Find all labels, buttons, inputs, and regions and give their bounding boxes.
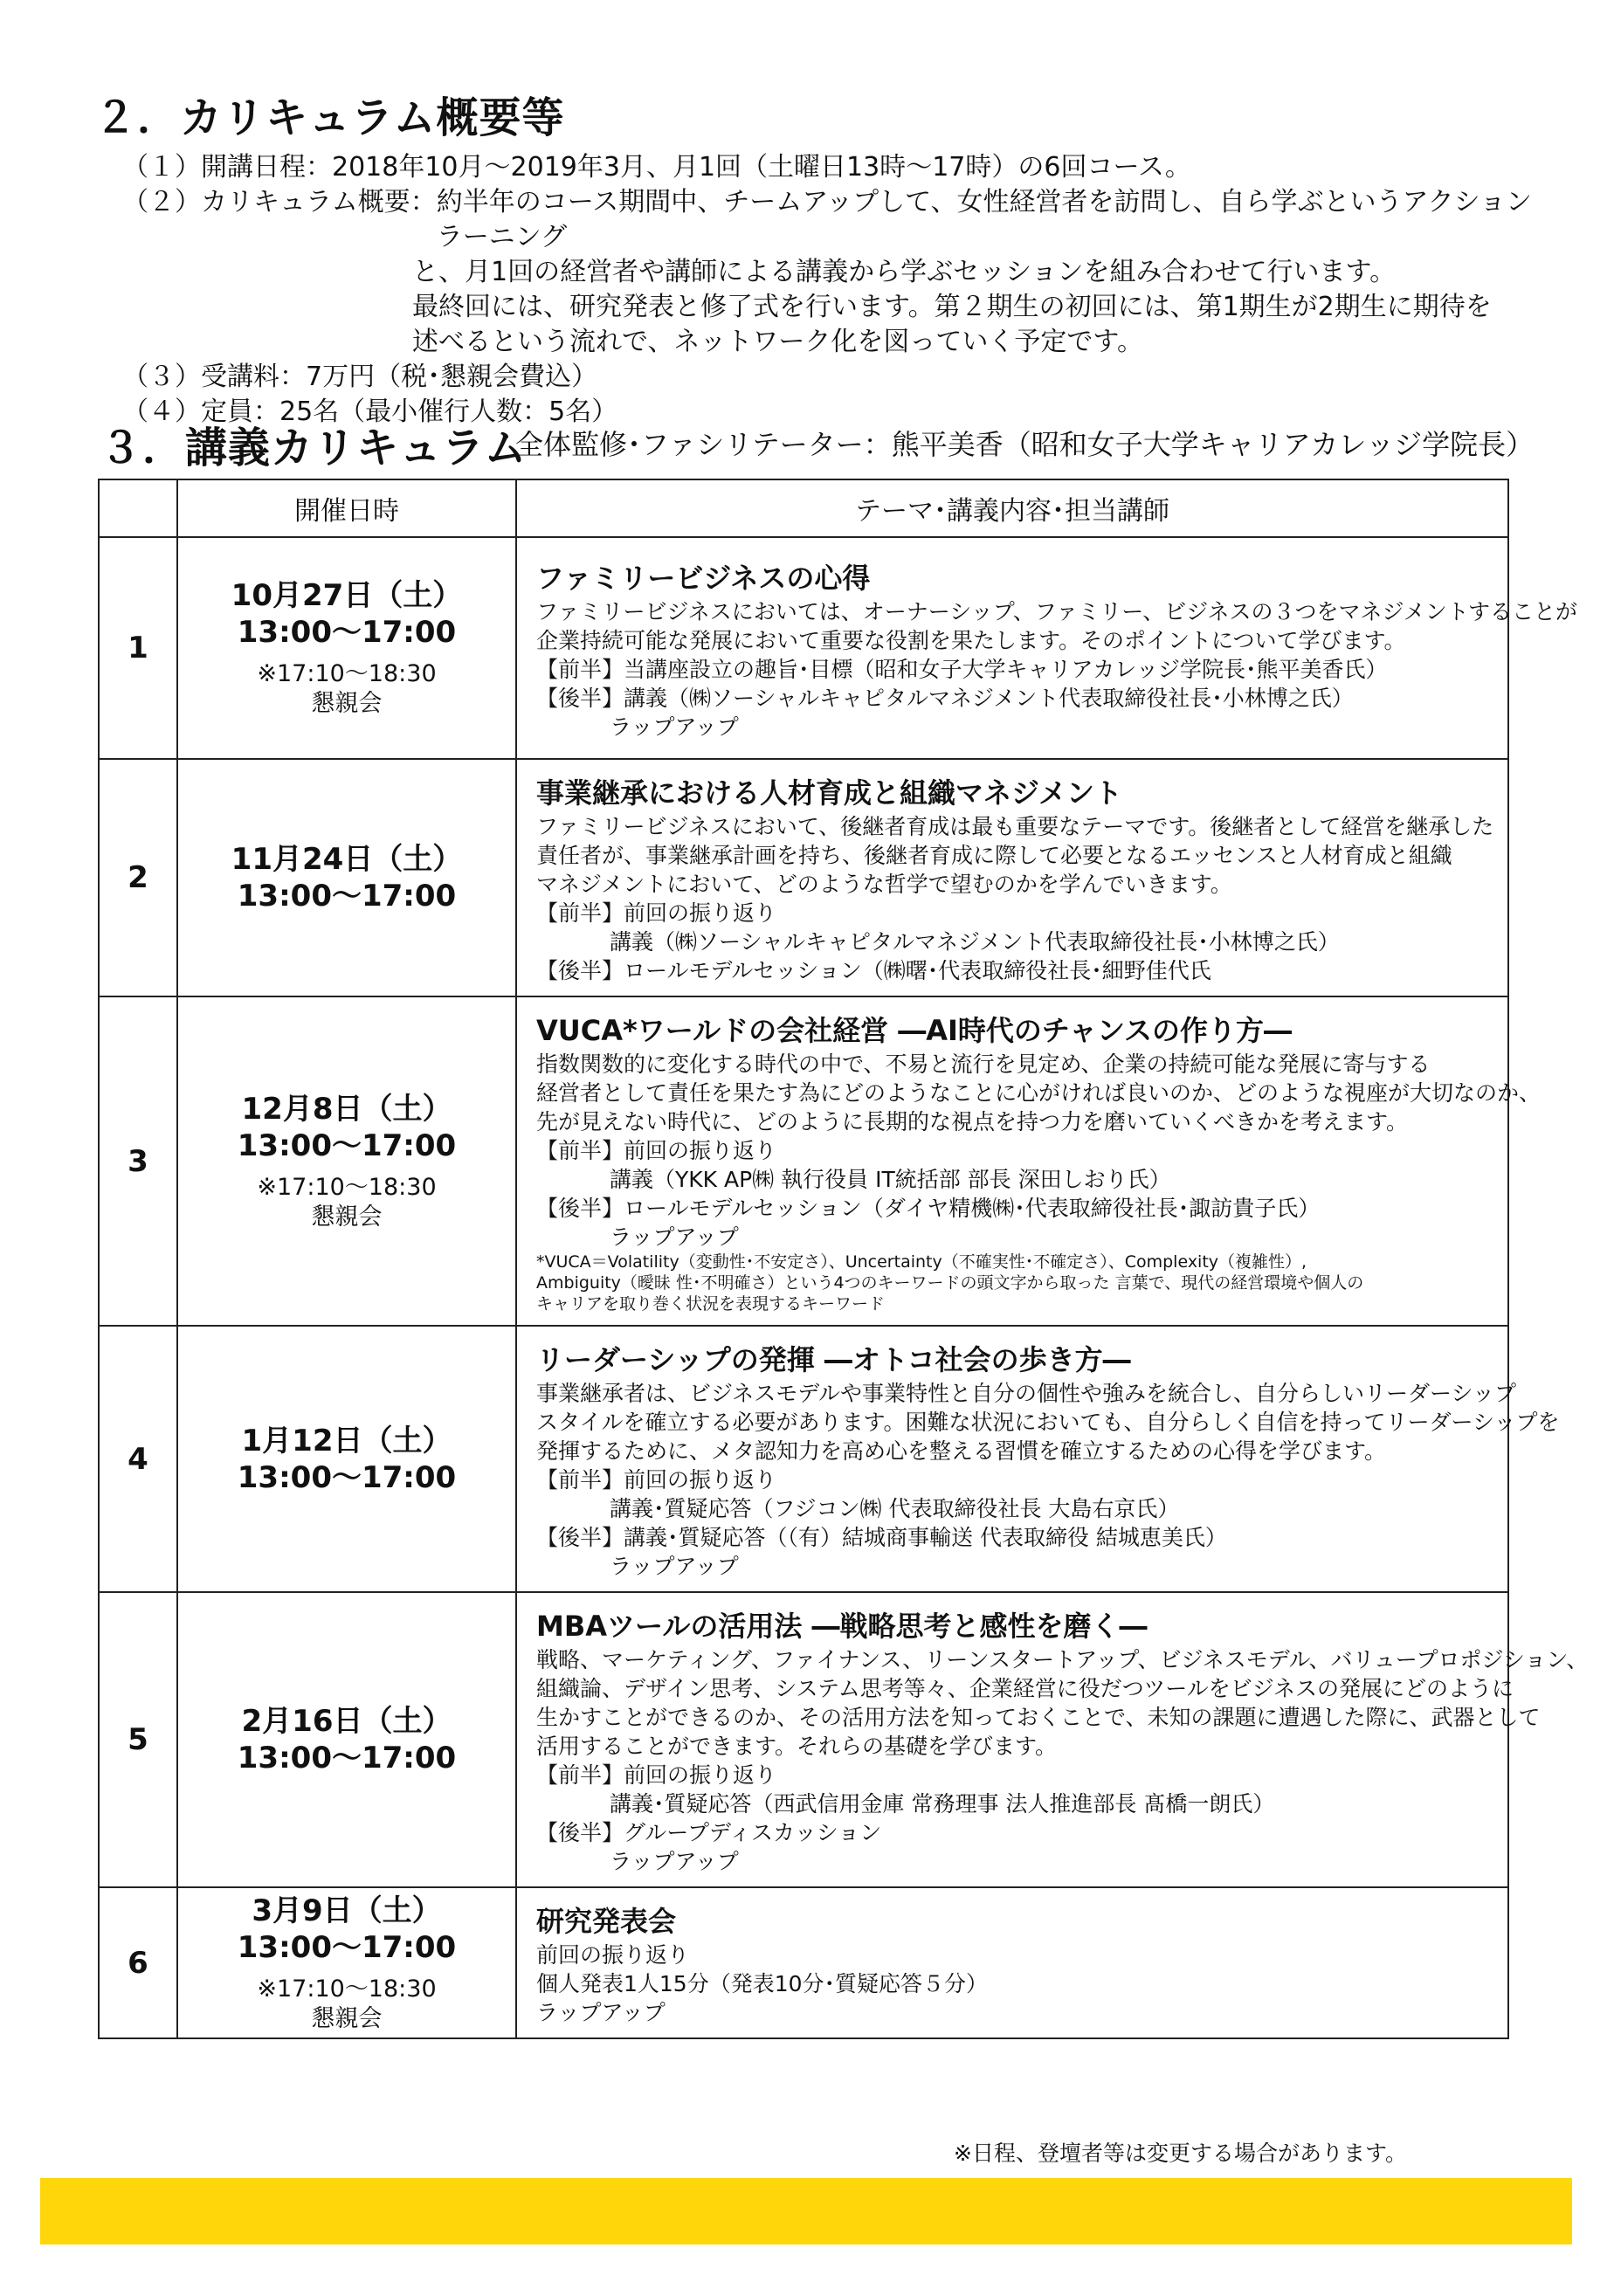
session-detail-line: ラップアップ xyxy=(610,714,739,740)
session-number: 4 xyxy=(99,1326,177,1592)
reception-time: ※17:10～18:30 xyxy=(257,1173,437,1201)
section-3-heading: ３．講義カリキュラム xyxy=(100,424,528,472)
outline-item xyxy=(122,360,1537,395)
outline-text: 2018年10月～2019年3月、月1回（土曜日13時～17時）の6回コース。 xyxy=(332,152,1191,183)
outline-text: 約半年のコース期間中、チームアップして、女性経営者を訪問し、自ら学ぶというアクションラーニング xyxy=(436,187,1533,252)
session-detail-line: 個人発表1人15分（発表10分･質疑応答５分） xyxy=(536,1971,989,1996)
session-content-cell xyxy=(516,996,1542,1326)
session-date-cell xyxy=(177,537,516,759)
session-detail-line: 活用することができます。それらの基礎を学びます。 xyxy=(536,1734,1058,1759)
session-title: リーダーシップの発揮 ―オトコ社会の歩き方― xyxy=(536,1343,1131,1376)
session-detail-line: 先が見えない時代に、どのように長期的な視点を持つ力を磨いていくべきかを考えます。 xyxy=(536,1109,1409,1134)
reception-info xyxy=(179,1173,514,1232)
session-detail-line: 講義（YKK AP㈱ 執行役員 IT統括部 部長 深田しおり氏） xyxy=(610,1167,1171,1192)
session-date: 10月27日（土） xyxy=(231,578,463,613)
outline-text: 25名（最小催行人数：5名） xyxy=(279,396,618,427)
reception-time: ※17:10～18:30 xyxy=(257,660,437,687)
session-detail-line: 【前半】前回の振り返り xyxy=(536,1762,777,1788)
session-row xyxy=(99,537,1508,759)
outline-item xyxy=(122,150,1537,185)
session-detail-line: 経営者として責任を果たす為にどのようなことに心がければ良いのか、どのような視座が大切なのか、 xyxy=(536,1080,1542,1106)
session-content-cell xyxy=(516,1887,1508,2038)
session-detail-line: ラップアップ xyxy=(610,1554,739,1579)
session-date: 11月24日（土） xyxy=(231,842,463,877)
table-header-row xyxy=(99,479,1508,537)
session-date-cell xyxy=(177,1326,516,1592)
session-detail-line: 【後半】ロールモデルセッション（ダイヤ精機㈱･代表取締役社長･諏訪貴子氏） xyxy=(536,1196,1321,1221)
outline-label: （１）開講日程： xyxy=(122,152,332,183)
session-detail-line: 【前半】前回の振り返り xyxy=(536,1467,777,1493)
outline-continuation: と、月1回の経営者や講師による講義から学ぶセッションを組み合わせて行います。 xyxy=(412,257,1397,287)
reception-info xyxy=(179,659,514,719)
session-title: ファミリービジネスの心得 xyxy=(536,561,871,595)
session-number: 5 xyxy=(99,1592,177,1887)
session-detail-line: 【後半】ロールモデルセッション（㈱曙･代表取締役社長･細野佳代氏 xyxy=(536,958,1211,983)
session-number: 1 xyxy=(99,537,177,759)
session-content-cell xyxy=(516,759,1508,996)
session-detail-line: 生かすことができるのか、その活用方法を知っておくことで、未知の課題に遭遇した際に、武器として xyxy=(536,1705,1541,1730)
session-row xyxy=(99,1326,1508,1592)
outline-item xyxy=(122,185,1537,255)
header-date: 開催日時 xyxy=(177,479,516,537)
header-no xyxy=(99,479,177,537)
curriculum-table xyxy=(98,479,1589,2039)
session-date: 3月9日（土） xyxy=(252,1893,442,1928)
session-detail-line: 【後半】講義（㈱ソーシャルキャピタルマネジメント代表取締役社長･小林博之氏） xyxy=(536,685,1354,711)
session-time: 13:00～17:00 xyxy=(237,1459,457,1495)
session-detail-line: 【前半】当講座設立の趣旨･目標（昭和女子大学キャリアカレッジ学院長･熊平美香氏） xyxy=(536,656,1388,682)
session-detail-line: 講義･質疑応答（フジコン㈱ 代表取締役社長 大島右京氏） xyxy=(610,1496,1180,1521)
reception-info xyxy=(179,1975,514,2034)
session-date: 12月8日（土） xyxy=(241,1091,452,1127)
session-date-cell xyxy=(177,996,516,1326)
session-date-cell xyxy=(177,1592,516,1887)
session-number: 6 xyxy=(99,1887,177,2038)
session-detail-line: スタイルを確立する必要があります。困難な状況においても、自分らしく自信を持ってリーダーシップを xyxy=(536,1410,1560,1435)
outline-label: （４）定員： xyxy=(122,396,279,427)
session-time: 13:00～17:00 xyxy=(237,615,457,650)
session-title: 事業継承における人材育成と組織マネジメント xyxy=(536,776,1123,810)
session-time: 13:00～17:00 xyxy=(237,1741,457,1775)
outline-continuation: 最終回には、研究発表と修了式を行います。第２期生の初回には、第1期生が2期生に期待を xyxy=(412,292,1492,322)
session-detail-line: 指数関数的に変化する時代の中で、不易と流行を見定め、企業の持続可能な発展に寄与する xyxy=(536,1051,1431,1077)
session-detail-line: 事業継承者は、ビジネスモデルや事業特性と自分の個性や強みを統合し、自分らしいリーダーシップ xyxy=(536,1381,1517,1406)
session-date-cell xyxy=(177,759,516,996)
session-detail-line: 発揮するために、メタ認知力を高め心を整える習慣を確立するための心得を学びます。 xyxy=(536,1438,1387,1464)
vuca-footnote-line: *VUCA＝Volatility（変動性･不安定さ）、Uncertainty（不確実性･不確定さ）、Complexity（複雑性）, xyxy=(536,1252,1307,1272)
session-detail-line: 【前半】前回の振り返り xyxy=(536,1138,777,1163)
session-detail-line: ラップアップ xyxy=(610,1224,739,1250)
vuca-footnote-line: キャリアを取り巻く状況を表現するキーワード xyxy=(536,1294,886,1313)
session-detail-line: 組織論、デザイン思考、システム思考等々、企業経営に役だつツールをビジネスの発展にどのように xyxy=(536,1676,1514,1701)
session-content-cell xyxy=(516,1326,1560,1592)
session-detail-line: 【後半】講義･質疑応答（（有）結城商事輸送 代表取締役 結城恵美氏） xyxy=(536,1525,1227,1550)
session-content-cell xyxy=(516,537,1578,759)
session-time: 13:00～17:00 xyxy=(237,1929,457,1965)
reception-label: 懇親会 xyxy=(311,2004,383,2032)
session-row xyxy=(99,759,1508,996)
session-date-cell xyxy=(177,1887,516,2038)
session-number: 2 xyxy=(99,759,177,996)
session-title: VUCA*ワールドの会社経営 ―AI時代のチャンスの作り方― xyxy=(536,1014,1292,1047)
section-2-heading: ２．カリキュラム概要等 xyxy=(94,93,565,142)
session-time: 13:00～17:00 xyxy=(237,879,457,914)
session-detail-line: 責任者が、事業継承計画を持ち、後継者育成に際して必要となるエッセンスと人材育成と組織 xyxy=(536,843,1452,868)
session-title: 研究発表会 xyxy=(536,1905,677,1938)
schedule-change-note: ※日程、登壇者等は変更する場合があります。 xyxy=(954,2141,1407,2166)
session-detail-line: 講義（㈱ソーシャルキャピタルマネジメント代表取締役社長･小林博之氏） xyxy=(610,929,1340,955)
outline-text: 7万円（税･懇親会費込） xyxy=(306,362,598,392)
session-detail-line: ラップアップ xyxy=(610,1849,739,1874)
header-theme: テーマ･講義内容･担当講師 xyxy=(516,479,1508,537)
reception-label: 懇親会 xyxy=(311,1203,383,1231)
outline-label: （２）カリキュラム概要： xyxy=(122,187,437,217)
session-detail-line: ラップアップ xyxy=(536,2000,666,2025)
session-title: MBAツールの活用法 ―戦略思考と感性を磨く― xyxy=(536,1610,1148,1643)
session-number: 3 xyxy=(99,996,177,1326)
footer-yellow-bar xyxy=(40,2178,1572,2244)
reception-time: ※17:10～18:30 xyxy=(257,1975,437,2003)
session-detail-line: ファミリービジネスにおいては、オーナーシップ、ファミリー、ビジネスの３つをマネジメントすることが xyxy=(536,598,1578,624)
outline-continuation: 述べるという流れで、ネットワーク化を図っていく予定です。 xyxy=(412,327,1143,357)
vuca-footnote-line: Ambiguity（曖昧 性･不明確さ）という4つのキーワードの頭文字から取った 言葉で、現代の経営環境や個人の xyxy=(536,1273,1364,1293)
session-date: 1月12日（土） xyxy=(241,1423,452,1458)
session-content-cell xyxy=(516,1592,1589,1887)
session-row xyxy=(99,996,1508,1326)
supervisor-line: 全体監修･ファシリテーター：熊平美香（昭和女子大学キャリアカレッジ学院長） xyxy=(515,428,1535,461)
session-detail-line: 講義･質疑応答（西武信用金庫 常務理事 法人推進部長 髙橋一朗氏） xyxy=(610,1791,1275,1817)
session-detail-line: 戦略、マーケティング、ファイナンス、リーンスタートアップ、ビジネスモデル、バリュープロポジション、 xyxy=(536,1647,1589,1672)
session-row xyxy=(99,1592,1508,1887)
session-time: 13:00～17:00 xyxy=(237,1127,457,1163)
reception-label: 懇親会 xyxy=(311,690,383,717)
session-detail-line: ファミリービジネスにおいて、後継者育成は最も重要なテーマです。後継者として経営を継承した xyxy=(536,814,1494,839)
session-detail-line: マネジメントにおいて、どのような哲学で望むのかを学んでいきます。 xyxy=(536,872,1232,897)
session-date: 2月16日（土） xyxy=(241,1704,452,1739)
outline-label: （３）受講料： xyxy=(122,362,306,392)
session-detail-line: 企業持続可能な発展において重要な役割を果たします。そのポイントについて学びます。 xyxy=(536,627,1406,653)
session-row xyxy=(99,1887,1508,2038)
session-detail-line: 前回の振り返り xyxy=(536,1942,690,1968)
session-detail-line: 【後半】グループディスカッション xyxy=(536,1820,882,1845)
session-detail-line: 【前半】前回の振り返り xyxy=(536,900,777,926)
course-outline xyxy=(122,150,1537,430)
